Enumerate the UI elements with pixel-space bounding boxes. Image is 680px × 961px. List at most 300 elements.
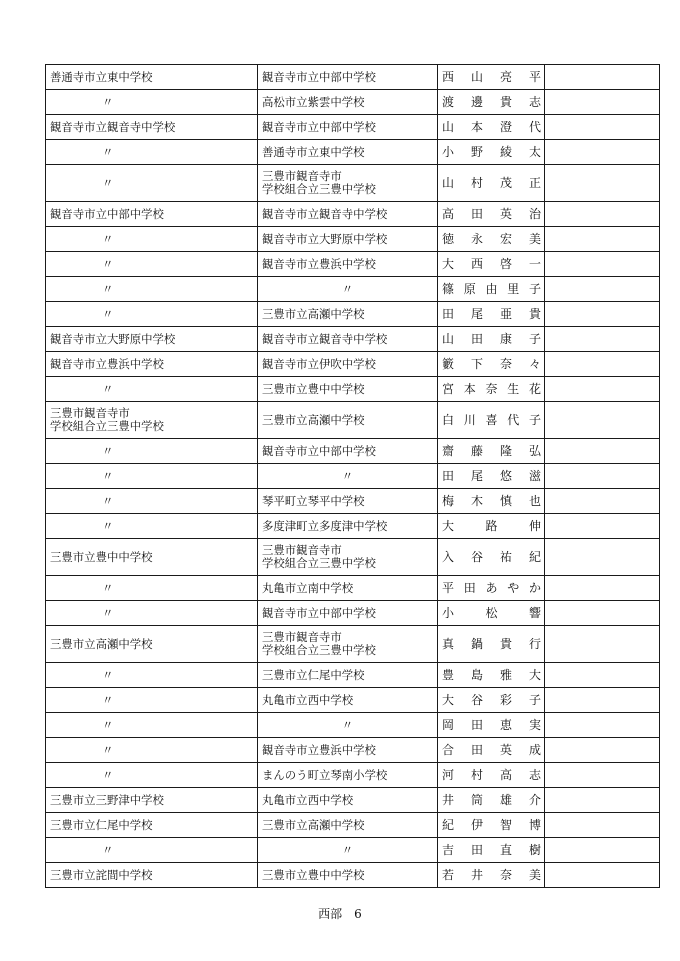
remarks-cell (545, 227, 660, 252)
current-school-text: 〃 (102, 580, 114, 595)
new-school-text: 三豊市立高瀬中学校 (262, 306, 365, 321)
current-school-text: 三豊市観音寺市 (50, 406, 130, 420)
name-char: 宮 (442, 381, 455, 396)
name-char: 智 (499, 817, 512, 832)
new-school-cell (258, 140, 438, 165)
name-char: 豊 (442, 667, 455, 682)
name-char: 鍋 (470, 636, 483, 651)
person-name-cell (438, 165, 545, 202)
current-school-text: 〃 (102, 443, 114, 458)
name-char: 実 (528, 717, 541, 732)
person-name (442, 819, 541, 832)
current-school-text: 〃 (102, 605, 114, 620)
name-char: 吉 (442, 842, 455, 857)
remarks-cell (545, 352, 660, 377)
remarks-cell (545, 626, 660, 663)
new-school-cell (258, 377, 438, 402)
current-school-text: 〃 (102, 231, 114, 246)
remarks-cell (545, 576, 660, 601)
remarks-cell (545, 514, 660, 539)
table-row (46, 115, 660, 140)
person-name (442, 495, 541, 508)
new-school-text: 三豊市立高瀬中学校 (262, 817, 365, 832)
new-school-text: 丸亀市立西中学校 (262, 692, 354, 707)
person-name (442, 233, 541, 246)
name-char: 隆 (499, 443, 512, 458)
name-char: 祐 (499, 549, 512, 564)
name-char: 恵 (499, 717, 512, 732)
name-char: 啓 (499, 256, 512, 271)
name-char: 松 (485, 605, 498, 620)
name-char: 真 (442, 636, 455, 651)
person-name (442, 719, 541, 732)
name-char: 村 (470, 767, 483, 782)
person-name (442, 869, 541, 882)
person-name-cell (438, 576, 545, 601)
table-row (46, 227, 660, 252)
person-name-cell (438, 439, 545, 464)
current-school-text: 〃 (102, 493, 114, 508)
name-char: 木 (470, 493, 483, 508)
name-char: 奈 (499, 356, 512, 371)
name-char: 尾 (470, 306, 483, 321)
name-char: 藤 (470, 443, 483, 458)
new-school-cell (258, 352, 438, 377)
new-school-text: 高松市立紫雲中学校 (262, 94, 365, 109)
new-school-cell (258, 763, 438, 788)
current-school-cell (46, 863, 258, 888)
name-char: 田 (470, 742, 483, 757)
name-char: 本 (470, 119, 483, 134)
new-school-text: 〃 (341, 842, 354, 857)
name-char: 井 (470, 867, 483, 882)
name-char: 弘 (528, 443, 541, 458)
table-row (46, 65, 660, 90)
remarks-cell (545, 202, 660, 227)
person-name (442, 283, 541, 296)
person-name-cell (438, 813, 545, 838)
new-school-text: 学校組合立三豊中学校 (262, 556, 376, 570)
name-char: 喜 (485, 412, 498, 427)
current-school-cell (46, 439, 258, 464)
current-school-cell (46, 813, 258, 838)
current-school-text: 〃 (102, 306, 114, 321)
name-char: 永 (470, 231, 483, 246)
current-school-text: 学校組合立三豊中学校 (50, 419, 164, 433)
new-school-cell (258, 838, 438, 863)
new-school-cell (258, 402, 438, 439)
remarks-cell (545, 302, 660, 327)
new-school-text: 善通寺市立東中学校 (262, 144, 365, 159)
new-school-cell (258, 439, 438, 464)
person-name (442, 669, 541, 682)
person-name (442, 358, 541, 371)
table-row (46, 489, 660, 514)
name-char: 樹 (528, 842, 541, 857)
name-char: 悠 (499, 468, 512, 483)
name-char: 平 (442, 580, 455, 595)
current-school-cell (46, 377, 258, 402)
person-name (442, 445, 541, 458)
name-char: 宏 (499, 231, 512, 246)
new-school-text: 三豊市立豊中中学校 (262, 867, 365, 882)
table-row (46, 277, 660, 302)
name-char: 山 (442, 175, 455, 190)
name-char: 大 (528, 667, 541, 682)
remarks-cell (545, 863, 660, 888)
table-row (46, 302, 660, 327)
name-char: 田 (442, 468, 455, 483)
table-row (46, 688, 660, 713)
name-char: 谷 (470, 692, 483, 707)
name-char: 本 (463, 381, 476, 396)
name-char: 介 (528, 792, 541, 807)
name-char: 村 (470, 175, 483, 190)
name-char: 田 (470, 717, 483, 732)
name-char: 西 (442, 69, 455, 84)
table-row (46, 514, 660, 539)
name-char: 也 (528, 493, 541, 508)
current-school-cell (46, 763, 258, 788)
new-school-text: 観音寺市立中部中学校 (262, 69, 376, 84)
new-school-cell (258, 464, 438, 489)
current-school-cell (46, 713, 258, 738)
person-name-cell (438, 65, 545, 90)
name-char: 田 (470, 206, 483, 221)
person-name-cell (438, 277, 545, 302)
remarks-cell (545, 140, 660, 165)
name-char: 奈 (499, 867, 512, 882)
new-school-cell (258, 165, 438, 202)
person-name (442, 208, 541, 221)
name-char: 田 (463, 580, 476, 595)
name-char: 彩 (499, 692, 512, 707)
current-school-cell (46, 65, 258, 90)
current-school-cell (46, 539, 258, 576)
name-char: 志 (528, 94, 541, 109)
person-name-cell (438, 115, 545, 140)
current-school-text: 〃 (102, 767, 114, 782)
new-school-cell (258, 227, 438, 252)
person-name (442, 121, 541, 134)
name-char: 筒 (470, 792, 483, 807)
person-name-cell (438, 688, 545, 713)
name-char: 野 (470, 144, 483, 159)
remarks-cell (545, 838, 660, 863)
new-school-text: 観音寺市立観音寺中学校 (262, 206, 388, 221)
remarks-cell (545, 402, 660, 439)
transfer-table (45, 64, 660, 888)
new-school-text: 観音寺市立豊浜中学校 (262, 256, 376, 271)
table-row (46, 377, 660, 402)
name-char: 太 (528, 144, 541, 159)
person-name (442, 744, 541, 757)
remarks-cell (545, 738, 660, 763)
name-char: 入 (442, 549, 455, 564)
current-school-cell (46, 202, 258, 227)
name-char: 岡 (442, 717, 455, 732)
name-char: 篠 (442, 281, 455, 296)
name-char: 尾 (470, 468, 483, 483)
current-school-text: 善通寺市立東中学校 (50, 69, 153, 84)
new-school-cell (258, 489, 438, 514)
name-char: あ (485, 580, 498, 595)
name-char: 大 (442, 692, 455, 707)
current-school-cell (46, 626, 258, 663)
remarks-cell (545, 663, 660, 688)
name-char: 奈 (485, 381, 498, 396)
name-char: 雄 (499, 792, 512, 807)
person-name-cell (438, 663, 545, 688)
remarks-cell (545, 327, 660, 352)
name-char: 田 (470, 331, 483, 346)
current-school-text: 観音寺市立中部中学校 (50, 206, 164, 221)
transfer-table-container (45, 64, 660, 888)
table-row (46, 402, 660, 439)
name-char: 綾 (499, 144, 512, 159)
current-school-cell (46, 489, 258, 514)
new-school-cell (258, 327, 438, 352)
name-char: 行 (528, 636, 541, 651)
remarks-cell (545, 277, 660, 302)
name-char: 籔 (442, 356, 455, 371)
name-char: 合 (442, 742, 455, 757)
name-char: 子 (528, 331, 541, 346)
new-school-text: 〃 (341, 468, 354, 483)
name-char: 路 (485, 518, 498, 533)
new-school-text: 丸亀市立南中学校 (262, 580, 354, 595)
name-char: か (528, 580, 541, 595)
person-name-cell (438, 227, 545, 252)
name-char: 山 (442, 119, 455, 134)
new-school-cell (258, 302, 438, 327)
current-school-text: 〃 (102, 667, 114, 682)
current-school-cell (46, 576, 258, 601)
current-school-text: 観音寺市立大野原中学校 (50, 331, 176, 346)
table-row (46, 464, 660, 489)
name-char: 渡 (442, 94, 455, 109)
current-school-cell (46, 352, 258, 377)
table-row (46, 601, 660, 626)
person-name-cell (438, 140, 545, 165)
table-row (46, 838, 660, 863)
current-school-cell (46, 140, 258, 165)
name-char: 徳 (442, 231, 455, 246)
person-name (442, 308, 541, 321)
current-school-text: 三豊市立豊中中学校 (50, 549, 153, 564)
person-name-cell (438, 489, 545, 514)
name-char: 高 (499, 767, 512, 782)
new-school-cell (258, 626, 438, 663)
name-char: や (507, 580, 520, 595)
new-school-text: 琴平町立琴平中学校 (262, 493, 365, 508)
new-school-text: 観音寺市立中部中学校 (262, 119, 376, 134)
name-char: 成 (528, 742, 541, 757)
name-char: 正 (528, 175, 541, 190)
name-char: 田 (470, 842, 483, 857)
name-char: 康 (499, 331, 512, 346)
new-school-cell (258, 688, 438, 713)
person-name (442, 582, 541, 595)
name-char: 小 (442, 605, 455, 620)
name-char: 雅 (499, 667, 512, 682)
person-name (442, 96, 541, 109)
name-char: 高 (442, 206, 455, 221)
person-name (442, 258, 541, 271)
name-char: 齋 (442, 443, 455, 458)
page-footer: 西部 6 (318, 907, 362, 921)
person-name (442, 694, 541, 707)
current-school-text: 〃 (102, 381, 114, 396)
remarks-cell (545, 763, 660, 788)
current-school-cell (46, 688, 258, 713)
person-name (442, 769, 541, 782)
new-school-cell (258, 252, 438, 277)
new-school-text: 丸亀市立西中学校 (262, 792, 354, 807)
name-char: 亜 (499, 306, 512, 321)
table-row (46, 738, 660, 763)
table-row (46, 863, 660, 888)
transfer-table-body (46, 65, 660, 888)
name-char: 里 (507, 281, 520, 296)
current-school-text: 〃 (102, 175, 114, 190)
current-school-text: 〃 (102, 717, 114, 732)
current-school-text: 〃 (102, 468, 114, 483)
name-char: 邊 (470, 94, 483, 109)
name-char: 小 (442, 144, 455, 159)
remarks-cell (545, 813, 660, 838)
table-row (46, 626, 660, 663)
name-char: 花 (528, 381, 541, 396)
new-school-text: まんのう町立琴南小学校 (262, 767, 388, 782)
name-char: 博 (528, 817, 541, 832)
person-name-cell (438, 738, 545, 763)
remarks-cell (545, 377, 660, 402)
name-char: 紀 (528, 549, 541, 564)
remarks-cell (545, 601, 660, 626)
table-row (46, 788, 660, 813)
person-name-cell (438, 402, 545, 439)
name-char: 志 (528, 767, 541, 782)
current-school-cell (46, 402, 258, 439)
name-char: 英 (499, 206, 512, 221)
current-school-text: 〃 (102, 518, 114, 533)
name-char: 子 (528, 692, 541, 707)
remarks-cell (545, 252, 660, 277)
name-char: 治 (528, 206, 541, 221)
name-char: 亮 (499, 69, 512, 84)
person-name-cell (438, 514, 545, 539)
table-row (46, 813, 660, 838)
new-school-text: 三豊市立仁尾中学校 (262, 667, 365, 682)
name-char: 一 (528, 256, 541, 271)
remarks-cell (545, 90, 660, 115)
new-school-text: 観音寺市立中部中学校 (262, 443, 376, 458)
current-school-cell (46, 252, 258, 277)
person-name-cell (438, 788, 545, 813)
person-name-cell (438, 302, 545, 327)
table-row (46, 763, 660, 788)
name-char: 川 (463, 412, 476, 427)
name-char: 大 (442, 256, 455, 271)
table-row (46, 713, 660, 738)
name-char: 梅 (442, 493, 455, 508)
person-name (442, 520, 541, 533)
current-school-text: 〃 (102, 281, 114, 296)
person-name (442, 470, 541, 483)
person-name-cell (438, 352, 545, 377)
new-school-cell (258, 539, 438, 576)
current-school-cell (46, 464, 258, 489)
person-name-cell (438, 202, 545, 227)
table-row (46, 165, 660, 202)
new-school-text: 三豊市立豊中中学校 (262, 381, 365, 396)
current-school-text: 三豊市立三野津中学校 (50, 792, 164, 807)
name-char: 井 (442, 792, 455, 807)
new-school-cell (258, 663, 438, 688)
name-char: 々 (528, 356, 541, 371)
new-school-text: 観音寺市立豊浜中学校 (262, 742, 376, 757)
current-school-text: 三豊市立詫間中学校 (50, 867, 153, 882)
name-char: 島 (470, 667, 483, 682)
table-row (46, 327, 660, 352)
person-name (442, 146, 541, 159)
person-name-cell (438, 377, 545, 402)
new-school-text: 〃 (341, 717, 354, 732)
new-school-cell (258, 576, 438, 601)
current-school-cell (46, 838, 258, 863)
current-school-cell (46, 663, 258, 688)
current-school-text: 〃 (102, 256, 114, 271)
person-name (442, 638, 541, 651)
person-name-cell (438, 601, 545, 626)
new-school-cell (258, 813, 438, 838)
remarks-cell (545, 688, 660, 713)
remarks-cell (545, 115, 660, 140)
name-char: 慎 (499, 493, 512, 508)
person-name (442, 607, 541, 620)
person-name-cell (438, 539, 545, 576)
name-char: 伊 (470, 817, 483, 832)
table-row (46, 576, 660, 601)
person-name-cell (438, 838, 545, 863)
person-name (442, 177, 541, 190)
remarks-cell (545, 439, 660, 464)
remarks-cell (545, 539, 660, 576)
current-school-cell (46, 227, 258, 252)
person-name (442, 794, 541, 807)
current-school-text: 〃 (102, 742, 114, 757)
name-char: 代 (507, 412, 520, 427)
person-name (442, 71, 541, 84)
name-char: 滋 (528, 468, 541, 483)
table-row (46, 252, 660, 277)
name-char: 伸 (528, 518, 541, 533)
new-school-text: 〃 (341, 281, 354, 296)
current-school-cell (46, 327, 258, 352)
name-char: 貴 (528, 306, 541, 321)
name-char: 直 (499, 842, 512, 857)
current-school-cell (46, 115, 258, 140)
remarks-cell (545, 65, 660, 90)
person-name-cell (438, 327, 545, 352)
name-char: 下 (470, 356, 483, 371)
name-char: 田 (442, 306, 455, 321)
new-school-text: 三豊市観音寺市 (262, 630, 342, 644)
person-name-cell (438, 252, 545, 277)
name-char: 響 (528, 605, 541, 620)
current-school-cell (46, 601, 258, 626)
